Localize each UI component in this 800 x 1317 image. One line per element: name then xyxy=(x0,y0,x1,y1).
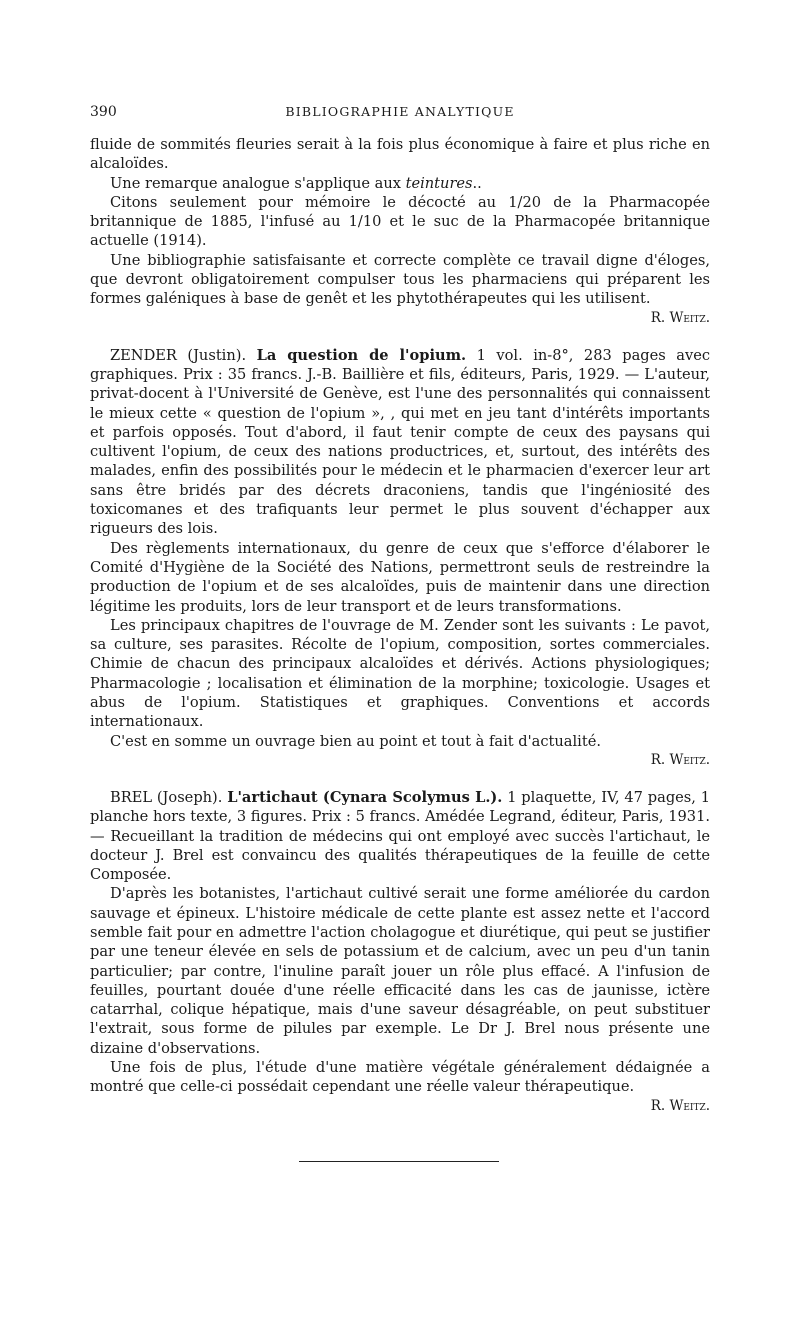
page-header xyxy=(90,104,710,124)
paragraph: Les principaux chapitres de l'ouvrage de M. Zender sont les suivants : Le pavot, sa culture, ses parasites. Récolte de l'opium, composition, sortes commerciales. Chimie de chacun des principaux alcaloïdes et dérivés. Actions physiologiques; Pharmacologie ; localisation et élimination de la morphine; toxicologie. Usages et abus de l'opium. Statistiques et graphiques. Conventions et accords internationaux. xyxy=(90,616,710,731)
reviewer-signature: R. Weitz. xyxy=(650,751,710,768)
review-zender xyxy=(90,346,710,770)
review-title: L'artichaut (Cynara Scolymus L.). xyxy=(227,788,503,806)
paragraph: D'après les botanistes, l'artichaut cultivé serait une forme améliorée du cardon sauvage et épineux. L'histoire médicale de cette plante est assez nette et l'accord semble fait pour en admettre l'action cholagogue et diurétique, qui peut se justifier par une teneur élevée en sels de potassium et de calcium, avec un peu d'un tanin particulier; par contre, l'inuline paraît jouer un rôle plus effacé. A l'infusion de feuilles, pourtant douée d'une réelle efficacité dans les cas de jaunisse, ictère catarrhal, colique hépatique, mais d'une saveur désagréable, on peut substituer l'extrait, sous forme de pilules par exemple. Le Dr J. Brel nous présente une dizaine d'observations. xyxy=(90,885,710,1057)
text: Une remarque analogue s'applique aux xyxy=(110,174,406,192)
page-number: 390 xyxy=(90,104,117,120)
running-title: BIBLIOGRAPHIE ANALYTIQUE xyxy=(285,104,515,119)
review-title: La question de l'opium. xyxy=(256,346,467,364)
section-gap xyxy=(90,328,710,346)
paragraph: Citons seulement pour mémoire le décocté au 1/20 de la Pharmacopée britannique de 1885, l'infusé au 1/10 et le suc de la Pharmacopée britannique actuelle (1914). xyxy=(90,193,710,250)
paragraph: Une fois de plus, l'étude d'une matière végétale généralement dédaignée a montré que celle-ci possédait cependant une réelle valeur thérapeutique. xyxy=(90,1059,710,1096)
review-heading xyxy=(90,788,710,884)
review-heading xyxy=(90,346,710,539)
review-text: 1 plaquette, IV, 47 pages, 1 planche hors texte, 3 figures. Prix : 5 francs. Amédée Legrand, éditeur, Paris, 1931. — Recueillant la tradition de médecins qui ont employé avec succès l'artichaut, le docteur J. Brel est convaincu des qualités thérapeutiques de la feuille de cette Composée. xyxy=(90,788,711,884)
reviewer-signature: R. Weitz. xyxy=(650,1097,710,1114)
italic-term: teintures xyxy=(405,174,473,192)
review-brel xyxy=(90,788,710,1116)
page-body xyxy=(90,135,710,1116)
paragraph: fluide de sommités fleuries serait à la fois plus économique à faire et plus riche en alcaloïdes. xyxy=(90,136,710,173)
paragraph xyxy=(90,174,710,193)
reviewer-signature: R. Weitz. xyxy=(650,309,710,326)
closing-rule xyxy=(299,1161,499,1162)
review-text: 1 vol. in-8°, 283 pages avec graphiques. Prix : 35 francs. J.-B. Baillière et fils, éditeurs, Paris, 1929. — L'auteur, privat-docent à l'Université de Genève, est l'une des personnalités qui connaissent le mieux cette « question de l'opium », , qui met en jeu tant d'intérêts importants et parfois opposés. Tout d'abord, il faut tenir compte de ceux des paysans qui cultivent l'opium, de ceux des nations productrices, et, surtout, des intérêts des malades, enfin des possibilités pour le médecin et le pharmacien d'exercer leur art sans être bridés par des décrets draconiens, tandis que l'ingéniosité des toxicomanes et des trafiquants leur permet le plus souvent d'échapper aux rigueurs des lois. xyxy=(90,346,710,538)
review-author: BREL (Joseph). xyxy=(110,788,223,806)
paragraph: Des règlements internationaux, du genre de ceux que s'efforce d'élaborer le Comité d'Hygiène de la Société des Nations, permettront seuls de restreindre la production de l'opium et de ses alcaloïdes, puis de maintenir dans une direction légitime les produits, lors de leur transport et de leurs transformations. xyxy=(90,539,710,615)
section-gap xyxy=(90,770,710,788)
paragraph: Une bibliographie satisfaisante et correcte complète ce travail digne d'éloges, que devront obligatoirement compulser tous les pharmaciens qui préparent les formes galéniques à base de genêt et les phytothérapeutes qui les utilisent. xyxy=(90,251,710,308)
review-genet-continued xyxy=(90,135,710,328)
paragraph: C'est en somme un ouvrage bien au point et tout à fait d'actualité. xyxy=(110,732,601,750)
text: .. xyxy=(472,174,482,192)
review-author: ZENDER (Justin). xyxy=(110,346,247,364)
